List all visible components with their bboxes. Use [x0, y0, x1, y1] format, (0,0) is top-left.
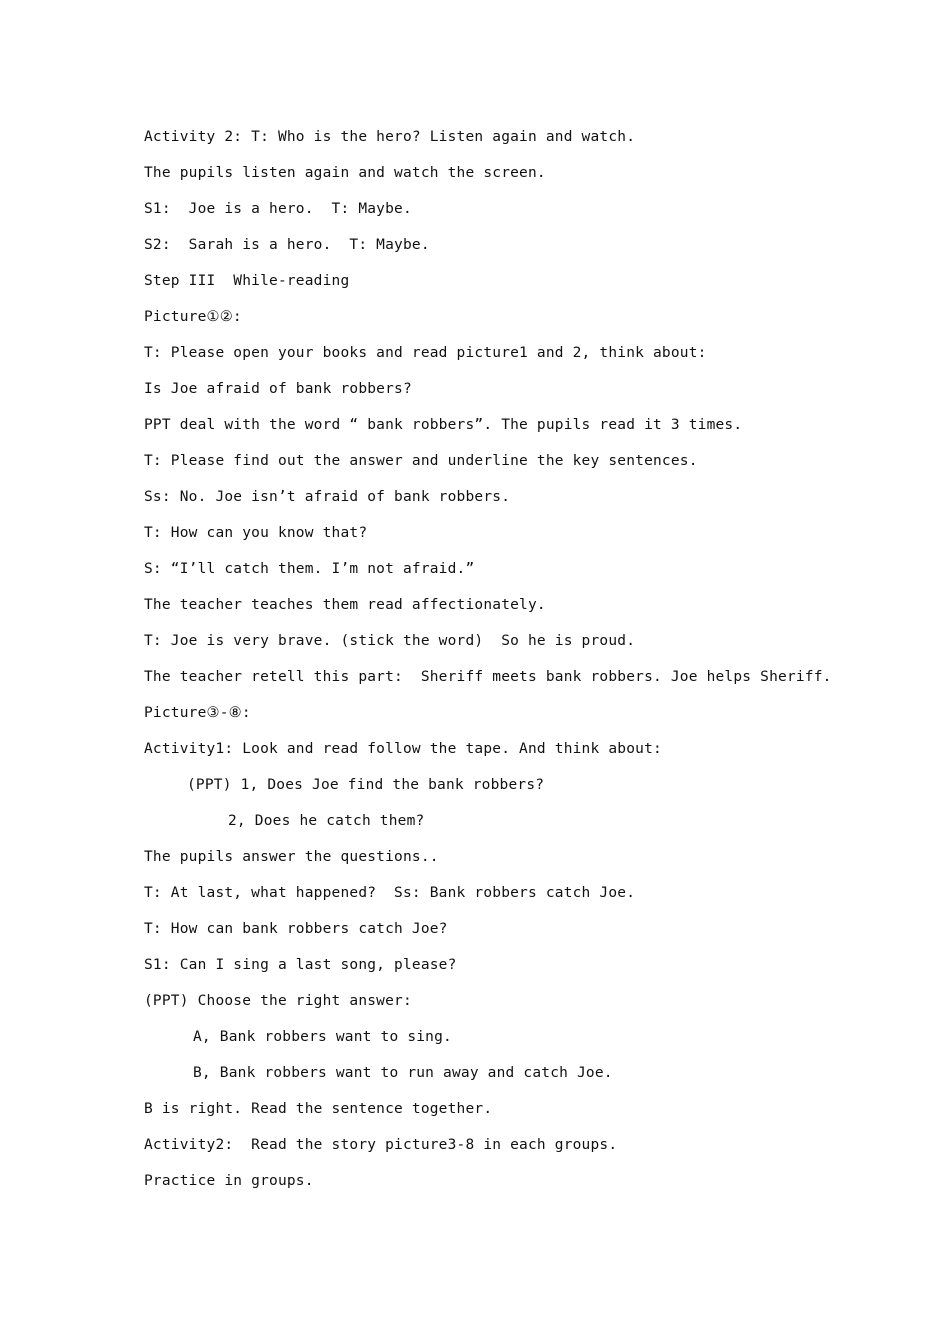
text-line: The pupils listen again and watch the screen. — [144, 165, 546, 181]
text-line: Activity 2: T: Who is the hero? Listen again and watch. — [144, 129, 636, 145]
text-line: The teacher retell this part: Sheriff meets bank robbers. Joe helps Sheriff. — [144, 669, 832, 685]
answer-option: B, Bank robbers want to run away and catch Joe. — [193, 1065, 613, 1081]
text-line: T: Please open your books and read picture1 and 2, think about: — [144, 345, 707, 361]
text-line: Picture①②: — [144, 309, 242, 325]
answer-option: A, Bank robbers want to sing. — [193, 1029, 452, 1045]
text-line: T: Joe is very brave. (stick the word) So he is proud. — [144, 633, 636, 649]
text-line: S2: Sarah is a hero. T: Maybe. — [144, 237, 430, 253]
text-line: T: At last, what happened? Ss: Bank robbers catch Joe. — [144, 885, 636, 901]
text-line-indented: (PPT) 1, Does Joe find the bank robbers? — [187, 777, 545, 793]
text-line: Ss: No. Joe isn’t afraid of bank robbers. — [144, 489, 511, 505]
text-line-indented: 2, Does he catch them? — [228, 813, 425, 829]
text-line: Activity2: Read the story picture3-8 in each groups. — [144, 1137, 618, 1153]
text-line: S1: Can I sing a last song, please? — [144, 957, 457, 973]
text-line: The teacher teaches them read affectionately. — [144, 597, 546, 613]
text-line: T: How can you know that? — [144, 525, 368, 541]
text-line: Picture③-⑧: — [144, 705, 251, 721]
text-line: T: Please find out the answer and underline the key sentences. — [144, 453, 698, 469]
text-line: S1: Joe is a hero. T: Maybe. — [144, 201, 412, 217]
text-line: Practice in groups. — [144, 1173, 314, 1189]
section-heading: Step III While-reading — [144, 273, 350, 289]
document-body — [144, 124, 844, 1204]
text-line: S: “I’ll catch them. I’m not afraid.” — [144, 561, 475, 577]
text-line: B is right. Read the sentence together. — [144, 1101, 493, 1117]
text-line: Is Joe afraid of bank robbers? — [144, 381, 412, 397]
text-line: PPT deal with the word “ bank robbers”. The pupils read it 3 times. — [144, 417, 743, 433]
text-line: T: How can bank robbers catch Joe? — [144, 921, 448, 937]
text-line: The pupils answer the questions.. — [144, 849, 439, 865]
text-line: (PPT) Choose the right answer: — [144, 993, 412, 1009]
text-line: Activity1: Look and read follow the tape. And think about: — [144, 741, 662, 757]
